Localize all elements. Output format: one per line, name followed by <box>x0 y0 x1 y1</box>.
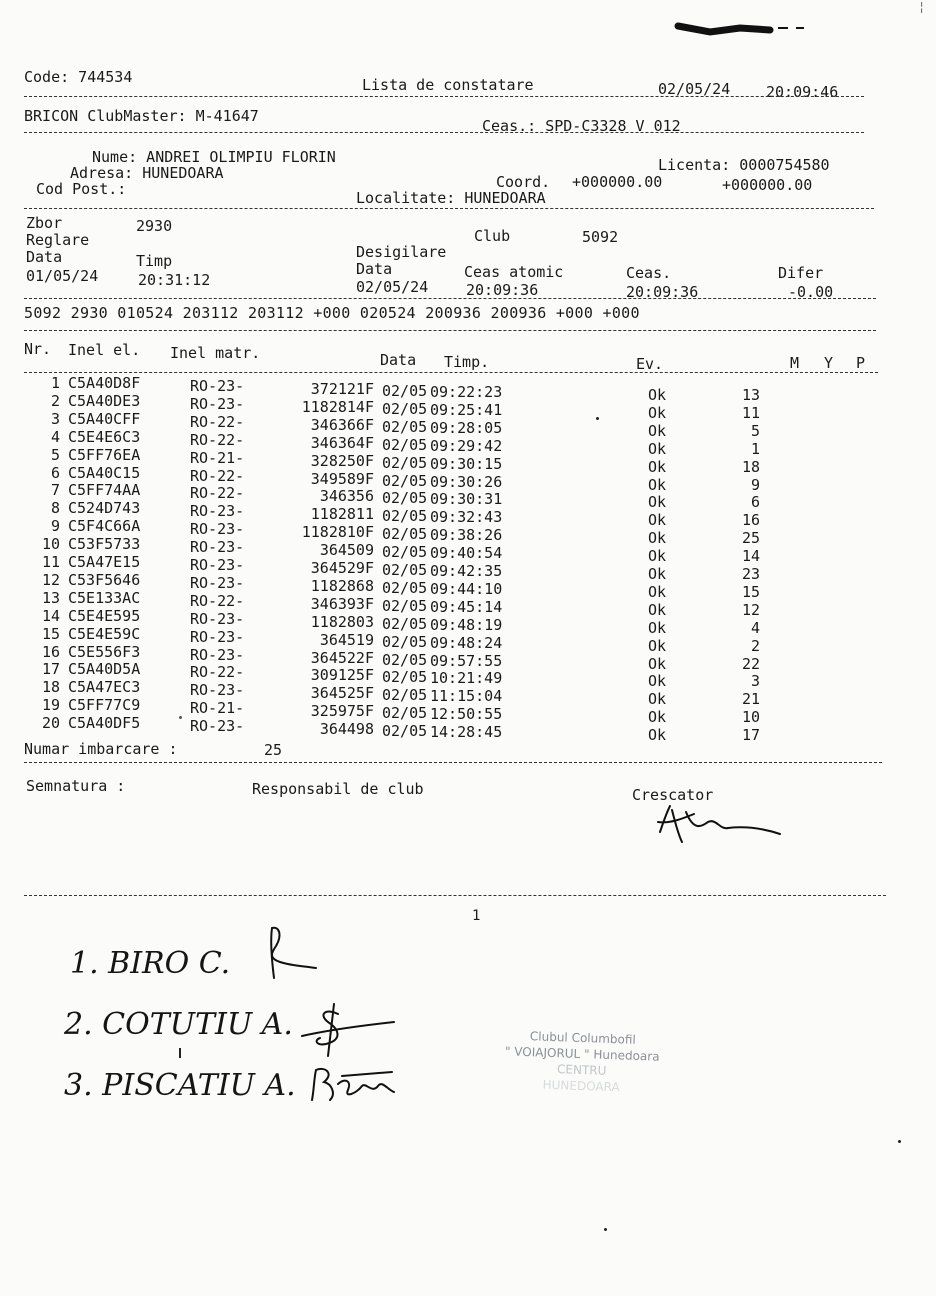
club-value: 5092 <box>582 228 619 246</box>
event-status: Ok <box>648 493 667 512</box>
divider <box>24 96 864 97</box>
rank-number: 10 <box>741 708 760 727</box>
electronic-ring: C5E4E59C <box>68 624 141 643</box>
event-status: Ok <box>648 421 667 440</box>
ring-number: 1182868 <box>310 576 374 595</box>
handwritten-signature-2-icon <box>298 1000 398 1060</box>
event-status: Ok <box>648 529 667 548</box>
electronic-ring: C5E133AC <box>68 588 141 607</box>
scan-speck <box>596 417 599 420</box>
club-stamp <box>461 1026 703 1098</box>
event-status: Ok <box>648 403 667 422</box>
reglare-label: Reglare <box>26 231 90 249</box>
breeder-label: Crescator <box>632 786 714 804</box>
difference-value: -0.00 <box>788 283 834 301</box>
arrival-date: 02/05 <box>382 453 428 472</box>
scan-speck <box>179 716 182 719</box>
row-number: 5 <box>50 445 60 464</box>
arrival-time: 09:30:26 <box>430 472 503 491</box>
report-title: Lista de constatare <box>362 76 534 94</box>
reglare-date-label: Data <box>26 248 63 266</box>
desig-atomic-time: 20:09:36 <box>466 281 539 299</box>
handwritten-line-1: 1. BIRO C. <box>70 946 231 981</box>
divider <box>24 372 878 373</box>
owner-licence: Licenta: 0000754580 <box>658 156 830 174</box>
arrival-date: 02/05 <box>382 399 428 418</box>
electronic-ring: C5A40D5A <box>68 660 141 679</box>
club-responsible-label: Responsabil de club <box>252 780 424 798</box>
ring-number: 346364F <box>310 433 374 452</box>
arrival-date: 02/05 <box>382 668 428 687</box>
electronic-ring: C5FF76EA <box>68 445 141 464</box>
zbor-value: 2930 <box>136 217 173 235</box>
postal-code: Cod Post.: <box>36 180 127 198</box>
arrival-date: 02/05 <box>382 435 428 454</box>
divider <box>24 895 886 896</box>
desigilare-label: Desigilare <box>356 243 447 261</box>
row-number: 15 <box>41 624 60 643</box>
arrival-date: 02/05 <box>382 382 428 400</box>
arrival-time: 09:28:05 <box>430 418 503 437</box>
event-status: Ok <box>648 726 667 745</box>
arrival-date: 02/05 <box>382 507 428 526</box>
ring-number: 364498 <box>319 720 374 739</box>
col-y: Y <box>824 354 834 372</box>
electronic-ring: C5A47E15 <box>68 553 141 571</box>
arrival-date: 02/05 <box>382 543 428 562</box>
arrival-date: 02/05 <box>382 578 428 597</box>
ring-series: RO-23- <box>190 538 245 557</box>
electronic-ring: C5E4E6C3 <box>68 427 141 446</box>
reglare-time-label: Timp <box>136 252 173 270</box>
event-status: Ok <box>648 618 667 637</box>
electronic-ring: C5FF77C9 <box>68 696 141 715</box>
rank-number: 4 <box>750 618 760 637</box>
event-status: Ok <box>648 547 667 566</box>
ring-series: RO-23- <box>190 377 245 395</box>
row-number: 2 <box>50 391 60 410</box>
atomic-clock-label: Ceas atomic <box>464 263 564 281</box>
row-number: 6 <box>50 463 60 482</box>
ring-series: RO-23- <box>190 502 245 521</box>
arrival-time: 09:48:24 <box>430 633 503 652</box>
rank-number: 17 <box>741 726 760 745</box>
electronic-ring: C5A47EC3 <box>68 678 141 697</box>
event-status: Ok <box>648 582 667 601</box>
row-number: 20 <box>41 714 60 733</box>
divider <box>24 132 864 133</box>
arrival-time: 09:30:15 <box>430 454 503 473</box>
page-number: 1 <box>472 908 481 924</box>
coord-label: Coord. <box>496 173 551 191</box>
boarding-label: Numar imbarcare : <box>24 740 178 758</box>
ring-number: 325975F <box>310 702 374 721</box>
owner-address: Adresa: HUNEDOARA <box>70 164 224 182</box>
rank-number: 1 <box>750 439 760 458</box>
arrival-time: 11:15:04 <box>430 687 503 706</box>
event-status: Ok <box>648 457 667 476</box>
arrival-date: 02/05 <box>382 471 428 490</box>
ring-number: 309125F <box>310 666 374 685</box>
arrival-time: 09:40:54 <box>430 544 503 563</box>
event-status: Ok <box>648 708 667 727</box>
row-number: 17 <box>41 660 60 679</box>
rank-number: 2 <box>750 636 760 655</box>
rank-number: 3 <box>750 672 760 691</box>
ring-series: RO-22- <box>190 412 245 431</box>
event-status: Ok <box>648 386 667 404</box>
ring-number: 346356 <box>319 487 374 506</box>
breeder-signature-icon <box>650 800 790 846</box>
ring-series: RO-22- <box>190 663 245 682</box>
handwritten-line-3: 3. PISCATIU A. <box>64 1068 296 1103</box>
ring-series: RO-22- <box>190 466 245 485</box>
col-nr: Nr. <box>24 340 52 358</box>
arrival-date: 02/05 <box>382 704 428 723</box>
ring-number: 364509 <box>319 541 374 560</box>
event-status: Ok <box>648 636 667 655</box>
arrival-time: 09:42:35 <box>430 562 503 580</box>
electronic-ring: C5E4E595 <box>68 606 141 625</box>
arrival-date: 02/05 <box>382 596 428 615</box>
ring-series: RO-23- <box>190 717 245 736</box>
row-number: 14 <box>41 606 60 625</box>
arrival-time: 09:44:10 <box>430 579 503 598</box>
rank-number: 5 <box>750 421 760 440</box>
ring-number: 1182811 <box>310 505 374 524</box>
rank-number: 23 <box>741 565 760 583</box>
arrival-time: 09:38:26 <box>430 526 503 545</box>
row-number: 19 <box>41 696 60 715</box>
stamp-line-1: Clubul Columbofil <box>529 1029 636 1047</box>
signature-label: Semnatura : <box>26 777 126 795</box>
rank-number: 16 <box>741 511 760 530</box>
rank-number: 12 <box>741 600 760 619</box>
ring-series: RO-23- <box>190 627 245 646</box>
electronic-ring: C5A40C15 <box>68 463 141 482</box>
event-status: Ok <box>648 511 667 530</box>
clock-id: Ceas.: SPD-C3328 V 012 <box>482 117 681 135</box>
electronic-ring: C5F4C66A <box>68 517 141 536</box>
arrival-date: 02/05 <box>382 525 428 544</box>
arrival-time: 09:30:31 <box>430 490 503 509</box>
arrival-date: 02/05 <box>382 614 428 633</box>
arrival-time: 09:22:23 <box>430 383 503 401</box>
electronic-ring: C5A40CFF <box>68 409 141 428</box>
reglare-time: 20:31:12 <box>138 271 211 289</box>
ring-number: 372121F <box>310 380 374 398</box>
arrival-time: 09:45:14 <box>430 597 503 616</box>
ring-series: RO-21- <box>190 699 245 718</box>
report-code: Code: 744534 <box>24 68 133 86</box>
stamp-line-2: " VOIAJORUL " Hunedoara <box>504 1044 660 1064</box>
stamp-line-3: CENTRU <box>556 1062 607 1078</box>
row-number: 8 <box>50 499 60 518</box>
difference-label: Difer <box>778 264 824 282</box>
rank-number: 11 <box>741 403 760 422</box>
ring-number: 364529F <box>310 559 374 577</box>
row-number: 3 <box>50 409 60 428</box>
arrival-time: 09:25:41 <box>430 400 503 419</box>
arrival-time: 09:32:43 <box>430 508 503 527</box>
handwritten-line-2: 2. COTUTIU A. <box>64 1007 293 1042</box>
divider <box>24 762 882 763</box>
divider <box>24 330 876 331</box>
boarding-value: 25 <box>264 741 283 759</box>
col-inel-matr: Inel matr. <box>170 344 261 362</box>
col-p: P <box>856 354 866 372</box>
arrival-date: 02/05 <box>382 561 428 579</box>
arrival-time: 14:28:45 <box>430 723 503 742</box>
ring-series: RO-23- <box>190 573 245 592</box>
event-status: Ok <box>648 672 667 691</box>
arrival-date: 02/05 <box>382 722 428 741</box>
row-number: 4 <box>50 427 60 446</box>
scan-speck <box>179 1048 181 1058</box>
ring-number: 364522F <box>310 648 374 667</box>
electronic-ring: C5A40D8F <box>68 374 141 392</box>
scan-corner: ¦ <box>918 0 926 14</box>
rank-number: 18 <box>741 457 760 476</box>
rank-number: 9 <box>750 475 760 494</box>
device-id: BRICON ClubMaster: M-41647 <box>24 107 259 125</box>
divider <box>24 298 876 299</box>
event-status: Ok <box>648 690 667 709</box>
report-date: 02/05/24 <box>658 80 731 98</box>
col-data: Data <box>380 351 417 369</box>
club-label: Club <box>474 227 511 245</box>
row-number: 1 <box>50 374 60 392</box>
ring-number: 364519 <box>319 630 374 649</box>
row-number: 16 <box>41 642 60 661</box>
arrival-date: 02/05 <box>382 632 428 651</box>
row-number: 12 <box>41 570 60 589</box>
electronic-ring: C5E556F3 <box>68 642 141 661</box>
reglare-date: 01/05/24 <box>26 267 99 285</box>
ring-series: RO-23- <box>190 394 245 413</box>
event-status: Ok <box>648 565 667 583</box>
ring-series: RO-22- <box>190 430 245 449</box>
electronic-ring: C5A40DF5 <box>68 714 141 733</box>
ring-number: 364525F <box>310 684 374 703</box>
report-time: 20:09:46 <box>766 83 839 101</box>
arrival-time: 10:21:49 <box>430 669 503 688</box>
flight-code-line: 5092 2930 010524 203112 203112 +000 020524 200936 200936 +000 +000 <box>24 304 640 322</box>
table-row <box>0 714 936 745</box>
event-status: Ok <box>648 654 667 673</box>
owner-locality: Localitate: HUNEDOARA <box>356 189 546 207</box>
row-number: 13 <box>41 588 60 607</box>
col-ev: Ev. <box>636 355 664 373</box>
ring-number: 1182814F <box>301 397 374 416</box>
arrival-date: 02/05 <box>382 650 428 669</box>
desig-date-label: Data <box>356 260 393 278</box>
col-inel-el: Inel el. <box>68 341 141 359</box>
arrival-time: 12:50:55 <box>430 705 503 724</box>
event-status: Ok <box>648 439 667 458</box>
col-timp: Timp. <box>444 353 490 371</box>
ring-series: RO-23- <box>190 681 245 700</box>
rank-number: 13 <box>741 386 760 404</box>
ring-series: RO-23- <box>190 609 245 628</box>
desig-clock-time: 20:09:36 <box>626 283 699 301</box>
rank-number: 22 <box>741 654 760 673</box>
ring-series: RO-23- <box>190 520 245 539</box>
coord-y: +000000.00 <box>722 176 813 194</box>
ring-number: 349589F <box>310 469 374 488</box>
ring-series: RO-22- <box>190 591 245 610</box>
row-number: 9 <box>50 517 60 536</box>
ring-series: RO-23- <box>190 556 245 574</box>
coord-x: +000000.00 <box>572 173 663 191</box>
desig-date: 02/05/24 <box>356 278 429 296</box>
arrival-date: 02/05 <box>382 686 428 705</box>
rank-number: 14 <box>741 547 760 566</box>
arrival-date: 02/05 <box>382 417 428 436</box>
scan-speck <box>898 1140 901 1143</box>
zbor-label: Zbor <box>26 214 63 232</box>
scan-speck <box>604 1228 607 1231</box>
ring-series: RO-21- <box>190 448 245 467</box>
stamp-line-4: HUNEDOARA <box>542 1077 620 1095</box>
ring-number: 328250F <box>310 451 374 470</box>
owner-name: Nume: ANDREI OLIMPIU FLORIN <box>92 148 336 166</box>
ring-series: RO-23- <box>190 645 245 664</box>
event-status: Ok <box>648 475 667 494</box>
handwritten-signature-3-icon <box>308 1064 398 1108</box>
rank-number: 6 <box>750 493 760 512</box>
col-m: M <box>790 354 800 372</box>
event-status: Ok <box>648 600 667 619</box>
arrival-date: 02/05 <box>382 489 428 508</box>
clock-label: Ceas. <box>626 264 672 282</box>
arrival-time: 09:29:42 <box>430 436 503 455</box>
arrival-time: 09:57:55 <box>430 651 503 670</box>
rank-number: 25 <box>741 529 760 548</box>
electronic-ring: C53F5733 <box>68 535 141 554</box>
handwritten-signature-1-icon <box>258 922 328 982</box>
ring-number: 1182803 <box>310 612 374 631</box>
divider <box>24 208 874 209</box>
row-number: 7 <box>50 481 60 500</box>
scribble-mark-icon <box>670 14 820 44</box>
electronic-ring: C5FF74AA <box>68 481 141 500</box>
arrival-time: 09:48:19 <box>430 615 503 634</box>
ring-number: 346366F <box>310 415 374 434</box>
electronic-ring: C53F5646 <box>68 570 141 589</box>
row-number: 10 <box>41 535 60 554</box>
ring-number: 346393F <box>310 594 374 613</box>
row-number: 18 <box>41 678 60 697</box>
rank-number: 15 <box>741 582 760 601</box>
rank-number: 21 <box>741 690 760 709</box>
electronic-ring: C5A40DE3 <box>68 391 141 410</box>
ring-number: 1182810F <box>301 523 374 542</box>
row-number: 11 <box>41 553 60 571</box>
ring-series: RO-22- <box>190 484 245 503</box>
electronic-ring: C524D743 <box>68 499 141 518</box>
